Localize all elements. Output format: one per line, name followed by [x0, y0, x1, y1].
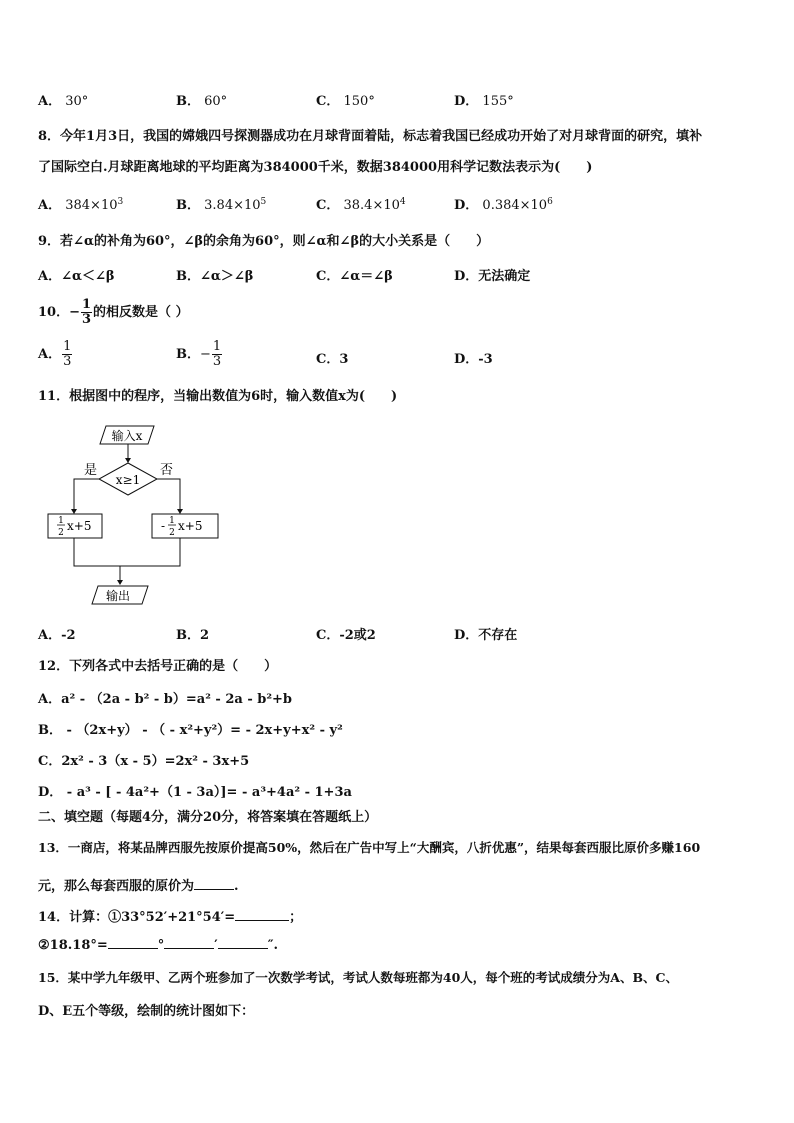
- q7-option-a: A． 30°: [38, 94, 89, 109]
- q9-option-b: B．∠α＞∠β: [176, 269, 254, 284]
- flowchart: [40, 418, 230, 608]
- q8-option-b: B． $3.84\times 10^5$: [176, 197, 267, 213]
- q9-option-d: D．无法确定: [454, 269, 531, 284]
- q13-stem-line2: 元，那么每套西服的原价为 .: [38, 879, 239, 894]
- flow-output-label: 输出: [105, 589, 131, 603]
- q11-option-b: B．2: [176, 628, 210, 643]
- q7-option-c: C． 150°: [316, 94, 375, 109]
- q11-option-a: A．-2: [38, 628, 76, 643]
- answer-blank: [218, 936, 268, 949]
- section-heading: 二、填空题（每题4分，满分20分，将答案填在答题纸上）: [38, 810, 378, 825]
- svg-text:1: 1: [58, 516, 64, 526]
- svg-text:2: 2: [169, 528, 175, 538]
- q7-option-b: B． 60°: [176, 94, 228, 109]
- q9-option-a: A．∠α＜∠β: [38, 269, 115, 284]
- q9-stem: 9．若∠α的补角为60°，∠β的余角为60°，则∠α和∠β的大小关系是（ ）: [38, 234, 490, 249]
- q10-option-d: D．-3: [454, 352, 493, 367]
- q8-option-a: A． $384\times 10^3$: [38, 197, 124, 213]
- q11-option-c: C．-2或2: [316, 628, 376, 643]
- q15-stem-line1: 15．某中学九年级甲、乙两个班参加了一次数学考试，考试人数每班都为40人，每个班的考试成绩分为A、B、C、: [38, 970, 679, 985]
- svg-text:x+5: x+5: [178, 519, 203, 533]
- q12-option-c: C．2x² - 3（x - 5）=2x² - 3x+5: [38, 754, 250, 769]
- q13-stem-line1: 13．一商店，将某品牌西服先按原价提高50%，然后在广告中写上“大酬宾，八折优惠”，结果每套西服比原价多赚160: [38, 840, 701, 855]
- q7-option-d: D． 155°: [454, 94, 514, 109]
- answer-blank: [164, 936, 214, 949]
- svg-text:-: -: [161, 519, 166, 533]
- q8-option-c: C． $38.4\times 10^4$: [316, 197, 406, 213]
- svg-text:1: 1: [169, 516, 175, 526]
- q12-stem: 12．下列各式中去括号正确的是（ ）: [38, 659, 278, 674]
- q14-line1: 14．计算：①33°52′+21°54′= ；: [38, 910, 303, 925]
- flow-input-label: 输入x: [111, 429, 143, 443]
- q10-stem: 10．− $\frac{1}{3}$ 的相反数是（ ）: [38, 297, 189, 327]
- q12-option-d: D． - a³ - [ - 4a²+（1 - 3a）]= - a³+4a² - 1+3a: [38, 785, 352, 800]
- answer-blank: [194, 877, 234, 890]
- svg-text:x+5: x+5: [67, 519, 92, 533]
- q11-option-d: D．不存在: [454, 628, 518, 643]
- q12-option-b: B． - （2x+y） - （ - x²+y²）= - 2x+y+x² - y²: [38, 723, 343, 738]
- flow-condition-label: x≥1: [115, 473, 141, 487]
- flow-yes-label: 是: [84, 463, 98, 478]
- q12-option-a: A．a² - （2a - b² - b）=a² - 2a - b²+b: [38, 692, 293, 707]
- q14-line2: ②18.18°= ° ′ ″.: [38, 938, 279, 953]
- q10-option-c: C．3: [316, 352, 349, 367]
- q8-option-d: D． $0.384\times 10^6$: [454, 197, 553, 213]
- q10-fraction: $\frac{1}{3}$: [82, 297, 92, 327]
- q10-option-b: B．− $\frac{1}{3}$: [176, 339, 222, 369]
- answer-blank: [235, 908, 289, 921]
- flow-no-label: 否: [160, 463, 174, 478]
- q15-stem-line2: D、E五个等级，绘制的统计图如下：: [38, 1004, 255, 1019]
- answer-blank: [108, 936, 158, 949]
- svg-text:2: 2: [58, 528, 64, 538]
- q10-option-a: A． $\frac{1}{3}$: [38, 339, 72, 369]
- q9-option-c: C．∠α＝∠β: [316, 269, 393, 284]
- q11-stem: 11．根据图中的程序，当输出数值为6时，输入数值x为( ): [38, 389, 398, 404]
- q8-stem-line1: 8．今年1月3日，我国的嫦娥四号探测器成功在月球背面着陆，标志着我国已经成功开始了对月球背面的研究，填补: [38, 129, 703, 144]
- q8-stem-line2: 了国际空白.月球距离地球的平均距离为384000千米，数据384000用科学记数法表示为( ): [38, 160, 593, 175]
